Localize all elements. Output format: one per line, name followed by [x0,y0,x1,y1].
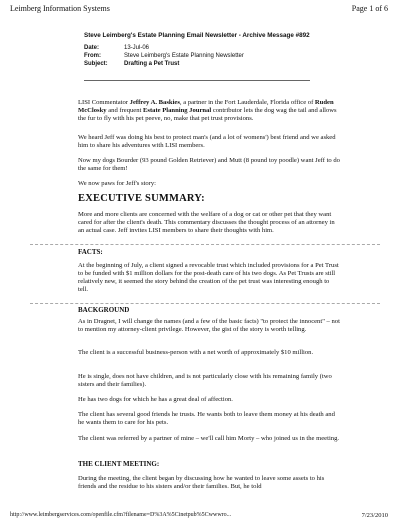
intro-text-c: and frequent [106,107,144,114]
background-paragraph-6: The client was referred by a partner of mine – we'll call him Morty – who joined us in the meeting. [78,435,340,442]
footer-date: 7/23/2010 [361,512,388,519]
intro-p2-text: We heard Jeff was doing his best to protect man's (and a lot of womens') best friend and we asked him to share his adventures with LISI members. [78,134,336,149]
meta-date-value: 13-Jul-06 [124,45,150,51]
intro-paragraph-1 [78,99,340,123]
facts-heading: FACTS: [78,248,103,256]
intro-paragraph-4 [78,180,340,188]
background-heading: BACKGROUND [78,306,130,314]
facts-text: At the beginning of July, a client signed a revocable trust which included provisions for a Pet Trust to be funded with $1 million dollars for the post-death care of his two dogs. As Pet Trusts are still relatively new, it seemed the story behind the creation of the pet trust was interesting enough to tell. [78,262,339,293]
meta-from-value: Steve Leimberg's Estate Planning Newsletter [124,53,244,59]
firm-name: Ruden McClosky [78,99,334,114]
meta-subject-value: Drafting a Pet Trust [124,61,180,67]
section-divider [30,244,380,245]
background-paragraph-4: He has two dogs for which he has a great deal of affection. [78,396,233,403]
header-site-name: Leimberg Information Systems [10,4,110,13]
header-page-number: Page 1 of 6 [351,4,388,13]
intro-text-b: , a partner in the Fort Lauderdale, Florida office of [179,99,315,106]
meta-subject-label: Subject: [84,61,108,67]
author-name: Jeffrey A. Baskies [129,99,180,106]
intro-text-a: LISI Commentator [78,99,130,106]
executive-summary-heading: EXECUTIVE SUMMARY: [78,193,205,204]
header-rule [84,80,310,81]
meta-from-label: From: [84,53,101,59]
message-meta [84,45,244,69]
background-paragraph-5: The client has several good friends he trusts. He wants both to leave them money at his death and he wants them to care for his pets. [78,411,335,426]
executive-summary-text: More and more clients are concerned with the welfare of a dog or cat or other pet that they want cared for after the client's death. This commentary discusses the thought process of an attorney in an actual case. Jeff invites LISI members to share their thoughts with him. [78,211,335,234]
meta-subject-row [84,61,244,69]
section-divider [30,303,380,304]
client-meeting-text: During the meeting, the client began by discussing how he wanted to leave some assets to his friends and the residue to his sisters and/or their families. But, he told [78,475,325,490]
meta-date-row [84,45,244,53]
meta-date-label: Date: [84,45,100,51]
journal-name: Estate Planning Journal [143,107,212,114]
background-paragraph-2: The client is a successful business-person with a net worth of approximately $10 million. [78,349,314,356]
intro-paragraph-3 [78,157,340,173]
meta-from-row [84,53,244,61]
archive-title: Steve Leimberg's Estate Planning Email Newsletter - Archive Message #892 [84,32,310,39]
intro-text-d: contributor lets the dog wag the tail and allows the fur to fly with his pet peeve, no, make that pet trust provisions. [78,107,337,122]
intro-p3-text: Now my dogs Bourder (93 pound Golden Retriever) and Mutt (8 pound toy poodle) want Jeff to do the same for them! [78,157,340,172]
intro-paragraph-2 [78,134,340,150]
background-paragraph-3: He is single, does not have children, and is not particularly close with his remaining family (two sisters and their families). [78,373,332,388]
footer-url[interactable]: http://www.leimbergservices.com/openfile.cfm?filename=D%3A%5Cinetpub%5Cwwwro... [10,512,232,518]
client-meeting-heading: THE CLIENT MEETING: [78,460,160,468]
background-paragraph-1: As in Dragnet, I will change the names (and a few of the basic facts) "to protect the innocent" – not to mention my attorney-client privilege. However, the gist of the story is worth telling. [78,318,340,333]
intro-p4-text: We now paws for Jeff's story: [78,180,156,187]
